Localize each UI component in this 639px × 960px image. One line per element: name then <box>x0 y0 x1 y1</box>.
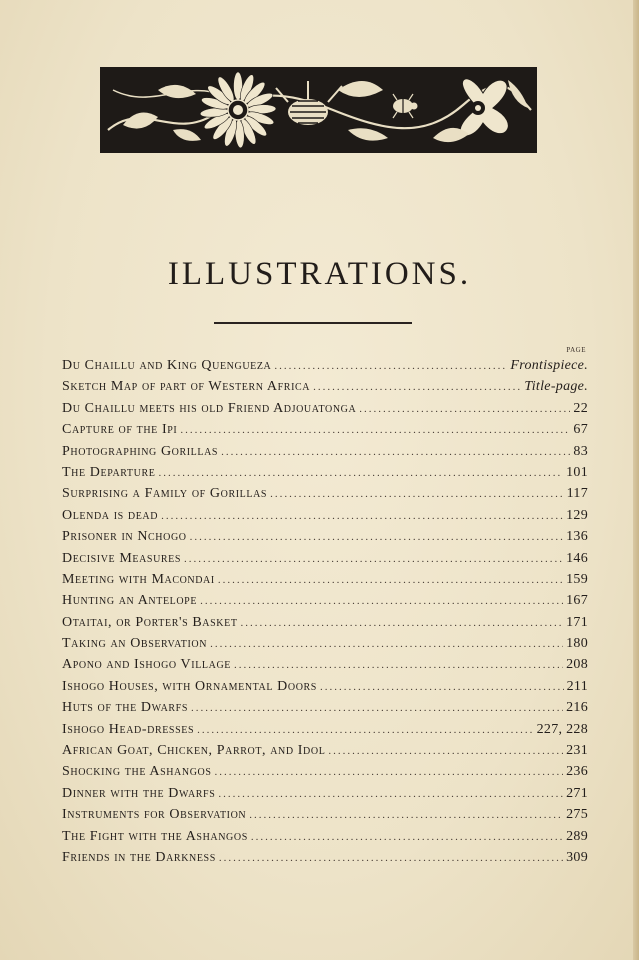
illustrations-list <box>62 355 588 868</box>
illustration-title: Sketch Map of part of Western Africa <box>62 379 311 395</box>
list-item <box>62 590 588 611</box>
page-number: Title-page. <box>524 379 588 395</box>
page-number: 216 <box>566 700 588 716</box>
dot-leader <box>320 677 564 698</box>
illustration-title: Apono and Ishogo Village <box>62 657 231 673</box>
floral-banner-icon <box>100 67 537 153</box>
illustration-title: The Fight with the Ashangos <box>62 828 248 844</box>
page-number: 101 <box>566 464 588 480</box>
dot-leader <box>241 613 564 634</box>
list-item <box>62 441 588 462</box>
page-edge <box>633 0 639 960</box>
list-item <box>62 612 588 633</box>
illustration-title: Ishogo Houses, with Ornamental Doors <box>62 678 317 694</box>
list-item <box>62 526 588 547</box>
list-item <box>62 719 588 740</box>
dot-leader <box>158 463 563 484</box>
page-number: 146 <box>566 550 588 566</box>
list-item <box>62 398 588 419</box>
dot-leader <box>215 762 564 783</box>
dot-leader <box>249 805 563 826</box>
illustration-title: Du Chaillu meets his old Friend Adjouatonga <box>62 400 357 416</box>
illustration-title: Huts of the Dwarfs <box>62 700 188 716</box>
illustration-title: Hunting an Antelope <box>62 593 198 609</box>
illustration-title: Photographing Gorillas <box>62 443 219 459</box>
illustration-title: Olenda is dead <box>62 507 159 523</box>
dot-leader <box>161 506 563 527</box>
page-number: 309 <box>566 849 588 865</box>
list-item <box>62 419 588 440</box>
dot-leader <box>218 784 563 805</box>
illustration-title: Ishogo Head-dresses <box>62 721 195 737</box>
page-number: 67 <box>573 422 588 438</box>
illustration-title: Decisive Measures <box>62 550 182 566</box>
dot-leader <box>359 399 570 420</box>
illustration-title: Shocking the Ashangos <box>62 764 212 780</box>
list-item <box>62 505 588 526</box>
list-item <box>62 654 588 675</box>
page-title: ILLUSTRATIONS. <box>167 256 472 292</box>
page-number: 211 <box>566 678 588 694</box>
page-number: 159 <box>566 571 588 587</box>
page-number: 129 <box>566 507 588 523</box>
title-rule <box>214 322 412 324</box>
list-item <box>62 569 588 590</box>
dot-leader <box>251 827 563 848</box>
page-number: 167 <box>566 593 588 609</box>
dot-leader <box>270 484 564 505</box>
illustration-title: Du Chaillu and King Quengueza <box>62 358 272 373</box>
page-number: 22 <box>573 400 588 416</box>
illustration-title: Prisoner in Nchogo <box>62 529 187 545</box>
page-number: 180 <box>566 636 588 652</box>
page-number: 231 <box>566 743 588 759</box>
dot-leader <box>197 720 533 741</box>
dot-leader <box>274 356 507 377</box>
list-item <box>62 740 588 761</box>
list-item <box>62 826 588 847</box>
list-item <box>62 483 588 504</box>
page-number: 236 <box>566 764 588 780</box>
list-item <box>62 697 588 718</box>
illustration-title: The Departure <box>62 464 156 480</box>
page-number: Frontispiece. <box>510 358 588 373</box>
illustration-title: Taking an Observation <box>62 636 208 652</box>
page-number: 83 <box>573 443 588 459</box>
page-number: 117 <box>566 486 588 502</box>
dot-leader <box>191 698 563 719</box>
dot-leader <box>180 420 570 441</box>
list-item <box>62 548 588 569</box>
illustration-title: Friends in the Darkness <box>62 849 216 865</box>
list-item <box>62 676 588 697</box>
floral-banner-drawing <box>103 70 534 150</box>
list-item <box>62 376 588 397</box>
illustration-title: Capture of the Ipi <box>62 422 178 438</box>
illustration-title: Otaitai, or Porter's Basket <box>62 614 238 630</box>
page-number: 289 <box>566 828 588 844</box>
page-column-label: PAGE <box>566 346 586 354</box>
dot-leader <box>190 527 564 548</box>
page-number: 271 <box>566 785 588 801</box>
list-item <box>62 355 588 376</box>
dot-leader <box>328 741 563 762</box>
page-number: 208 <box>566 657 588 673</box>
illustration-title: Instruments for Observation <box>62 807 247 823</box>
dot-leader <box>200 591 563 612</box>
list-item <box>62 761 588 782</box>
list-item <box>62 804 588 825</box>
dot-leader <box>218 570 563 591</box>
illustration-title: Meeting with Macondai <box>62 571 215 587</box>
dot-leader <box>221 442 570 463</box>
illustration-title: Dinner with the Dwarfs <box>62 785 216 801</box>
dot-leader <box>234 655 563 676</box>
list-item <box>62 847 588 868</box>
page-number: 275 <box>566 807 588 823</box>
dot-leader <box>313 377 521 398</box>
dot-leader <box>210 634 563 655</box>
dot-leader <box>184 549 563 570</box>
illustration-title: African Goat, Chicken, Parrot, and Idol <box>62 743 326 759</box>
list-item <box>62 633 588 654</box>
page-number: 227, 228 <box>536 721 588 737</box>
list-item <box>62 783 588 804</box>
dot-leader <box>219 848 563 869</box>
list-item <box>62 462 588 483</box>
page-number: 136 <box>566 529 588 545</box>
illustration-title: Surprising a Family of Gorillas <box>62 486 268 502</box>
page-number: 171 <box>566 614 588 630</box>
